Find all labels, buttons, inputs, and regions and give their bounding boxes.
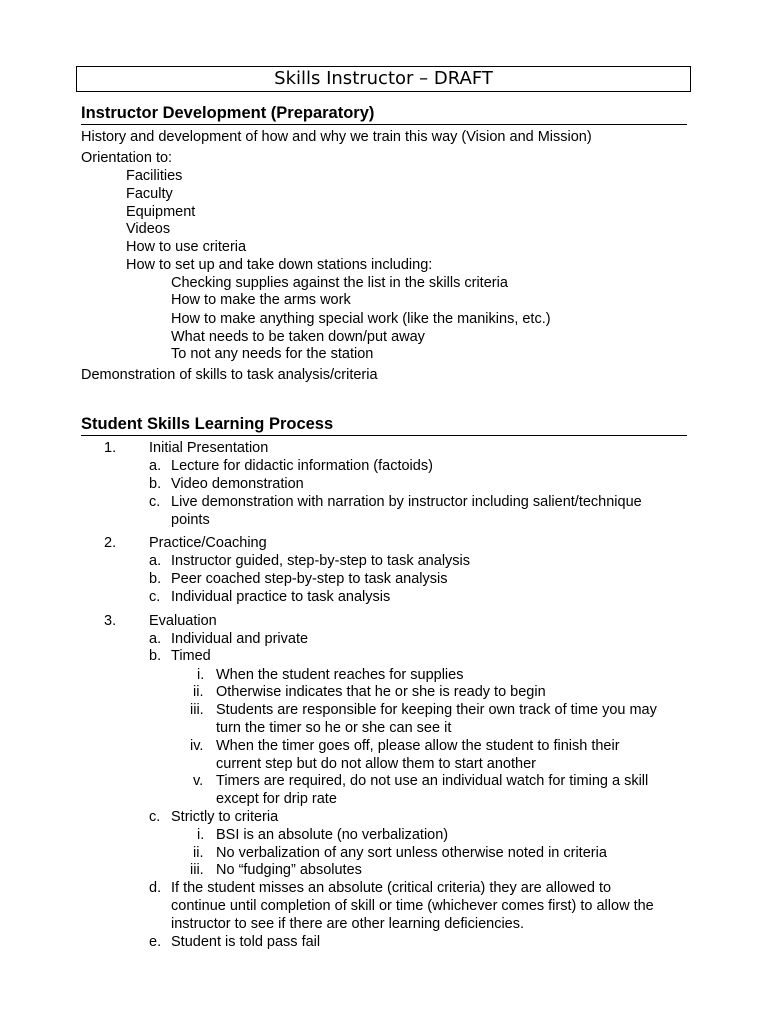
- orientation-item: Equipment: [126, 204, 196, 220]
- station-subitem: To not any needs for the station: [171, 346, 374, 362]
- list-marker: b.: [149, 476, 162, 492]
- list-marker: iii.: [190, 702, 204, 718]
- list-item: Live demonstration with narration by instructor including salient/technique: [171, 494, 642, 510]
- list-item: Peer coached step-by-step to task analysis: [171, 571, 448, 587]
- list-item: If the student misses an absolute (critical criteria) they are allowed to: [171, 880, 612, 896]
- list-marker: d.: [149, 880, 162, 896]
- list-marker: ii.: [193, 684, 204, 700]
- list-marker: a.: [149, 631, 162, 647]
- station-subitem: Checking supplies against the list in the skills criteria: [171, 275, 508, 291]
- station-subitem: What needs to be taken down/put away: [171, 329, 425, 345]
- section-heading-student-skills: Student Skills Learning Process: [81, 414, 687, 436]
- orientation-item: Videos: [126, 221, 171, 237]
- document-title: Skills Instructor – DRAFT: [76, 66, 691, 92]
- list-marker: b.: [149, 571, 162, 587]
- demonstration-text: Demonstration of skills to task analysis/criteria: [81, 367, 378, 383]
- list-marker: a.: [149, 458, 162, 474]
- orientation-item: Facilities: [126, 168, 183, 184]
- list-marker: i.: [197, 667, 205, 683]
- list-item: Otherwise indicates that he or she is ready to begin: [216, 684, 546, 700]
- station-subitem: How to make the arms work: [171, 292, 351, 308]
- list-item-continuation: turn the timer so he or she can see it: [216, 720, 452, 736]
- orientation-item: How to set up and take down stations including:: [126, 257, 433, 273]
- list-item: Individual and private: [171, 631, 309, 647]
- list-item: When the timer goes off, please allow the student to finish their: [216, 738, 620, 754]
- list-marker: c.: [149, 589, 161, 605]
- list-item: No “fudging” absolutes: [216, 862, 362, 878]
- list-item: Initial Presentation: [149, 440, 269, 456]
- list-number: 2.: [104, 535, 117, 551]
- list-marker: c.: [149, 494, 161, 510]
- list-marker: e.: [149, 934, 162, 950]
- list-marker: iii.: [190, 862, 204, 878]
- list-marker: a.: [149, 553, 162, 569]
- list-item: When the student reaches for supplies: [216, 667, 464, 683]
- orientation-item: Faculty: [126, 186, 173, 202]
- orientation-item: How to use criteria: [126, 239, 247, 255]
- list-item: Strictly to criteria: [171, 809, 279, 825]
- list-item: Individual practice to task analysis: [171, 589, 391, 605]
- section-heading-instructor-development: Instructor Development (Preparatory): [81, 103, 687, 125]
- list-item: Timers are required, do not use an individual watch for timing a skill: [216, 773, 649, 789]
- list-marker: iv.: [190, 738, 204, 754]
- list-item-continuation: instructor to see if there are other learning deficiencies.: [171, 916, 525, 932]
- list-item: No verbalization of any sort unless otherwise noted in criteria: [216, 845, 607, 861]
- list-item: Lecture for didactic information (factoids): [171, 458, 433, 474]
- list-number: 1.: [104, 440, 117, 456]
- list-item-continuation: except for drip rate: [216, 791, 337, 807]
- list-item: Practice/Coaching: [149, 535, 267, 551]
- station-subitem: How to make anything special work (like the manikins, etc.): [171, 311, 551, 327]
- list-marker: ii.: [193, 845, 204, 861]
- list-item-continuation: continue until completion of skill or time (whichever comes first) to allow the: [171, 898, 654, 914]
- orientation-label: Orientation to:: [81, 150, 173, 166]
- list-item: BSI is an absolute (no verbalization): [216, 827, 449, 843]
- list-item: Timed: [171, 648, 211, 664]
- list-item-continuation: current step but do not allow them to start another: [216, 756, 536, 772]
- history-text: History and development of how and why we train this way (Vision and Mission): [81, 129, 592, 145]
- list-item: Instructor guided, step-by-step to task analysis: [171, 553, 471, 569]
- list-marker: c.: [149, 809, 161, 825]
- list-item-continuation: points: [171, 512, 210, 528]
- list-item: Evaluation: [149, 613, 217, 629]
- list-marker: i.: [197, 827, 205, 843]
- list-number: 3.: [104, 613, 117, 629]
- list-item: Student is told pass fail: [171, 934, 321, 950]
- list-marker: b.: [149, 648, 162, 664]
- list-item: Video demonstration: [171, 476, 304, 492]
- list-marker: v.: [193, 773, 204, 789]
- list-item: Students are responsible for keeping their own track of time you may: [216, 702, 657, 718]
